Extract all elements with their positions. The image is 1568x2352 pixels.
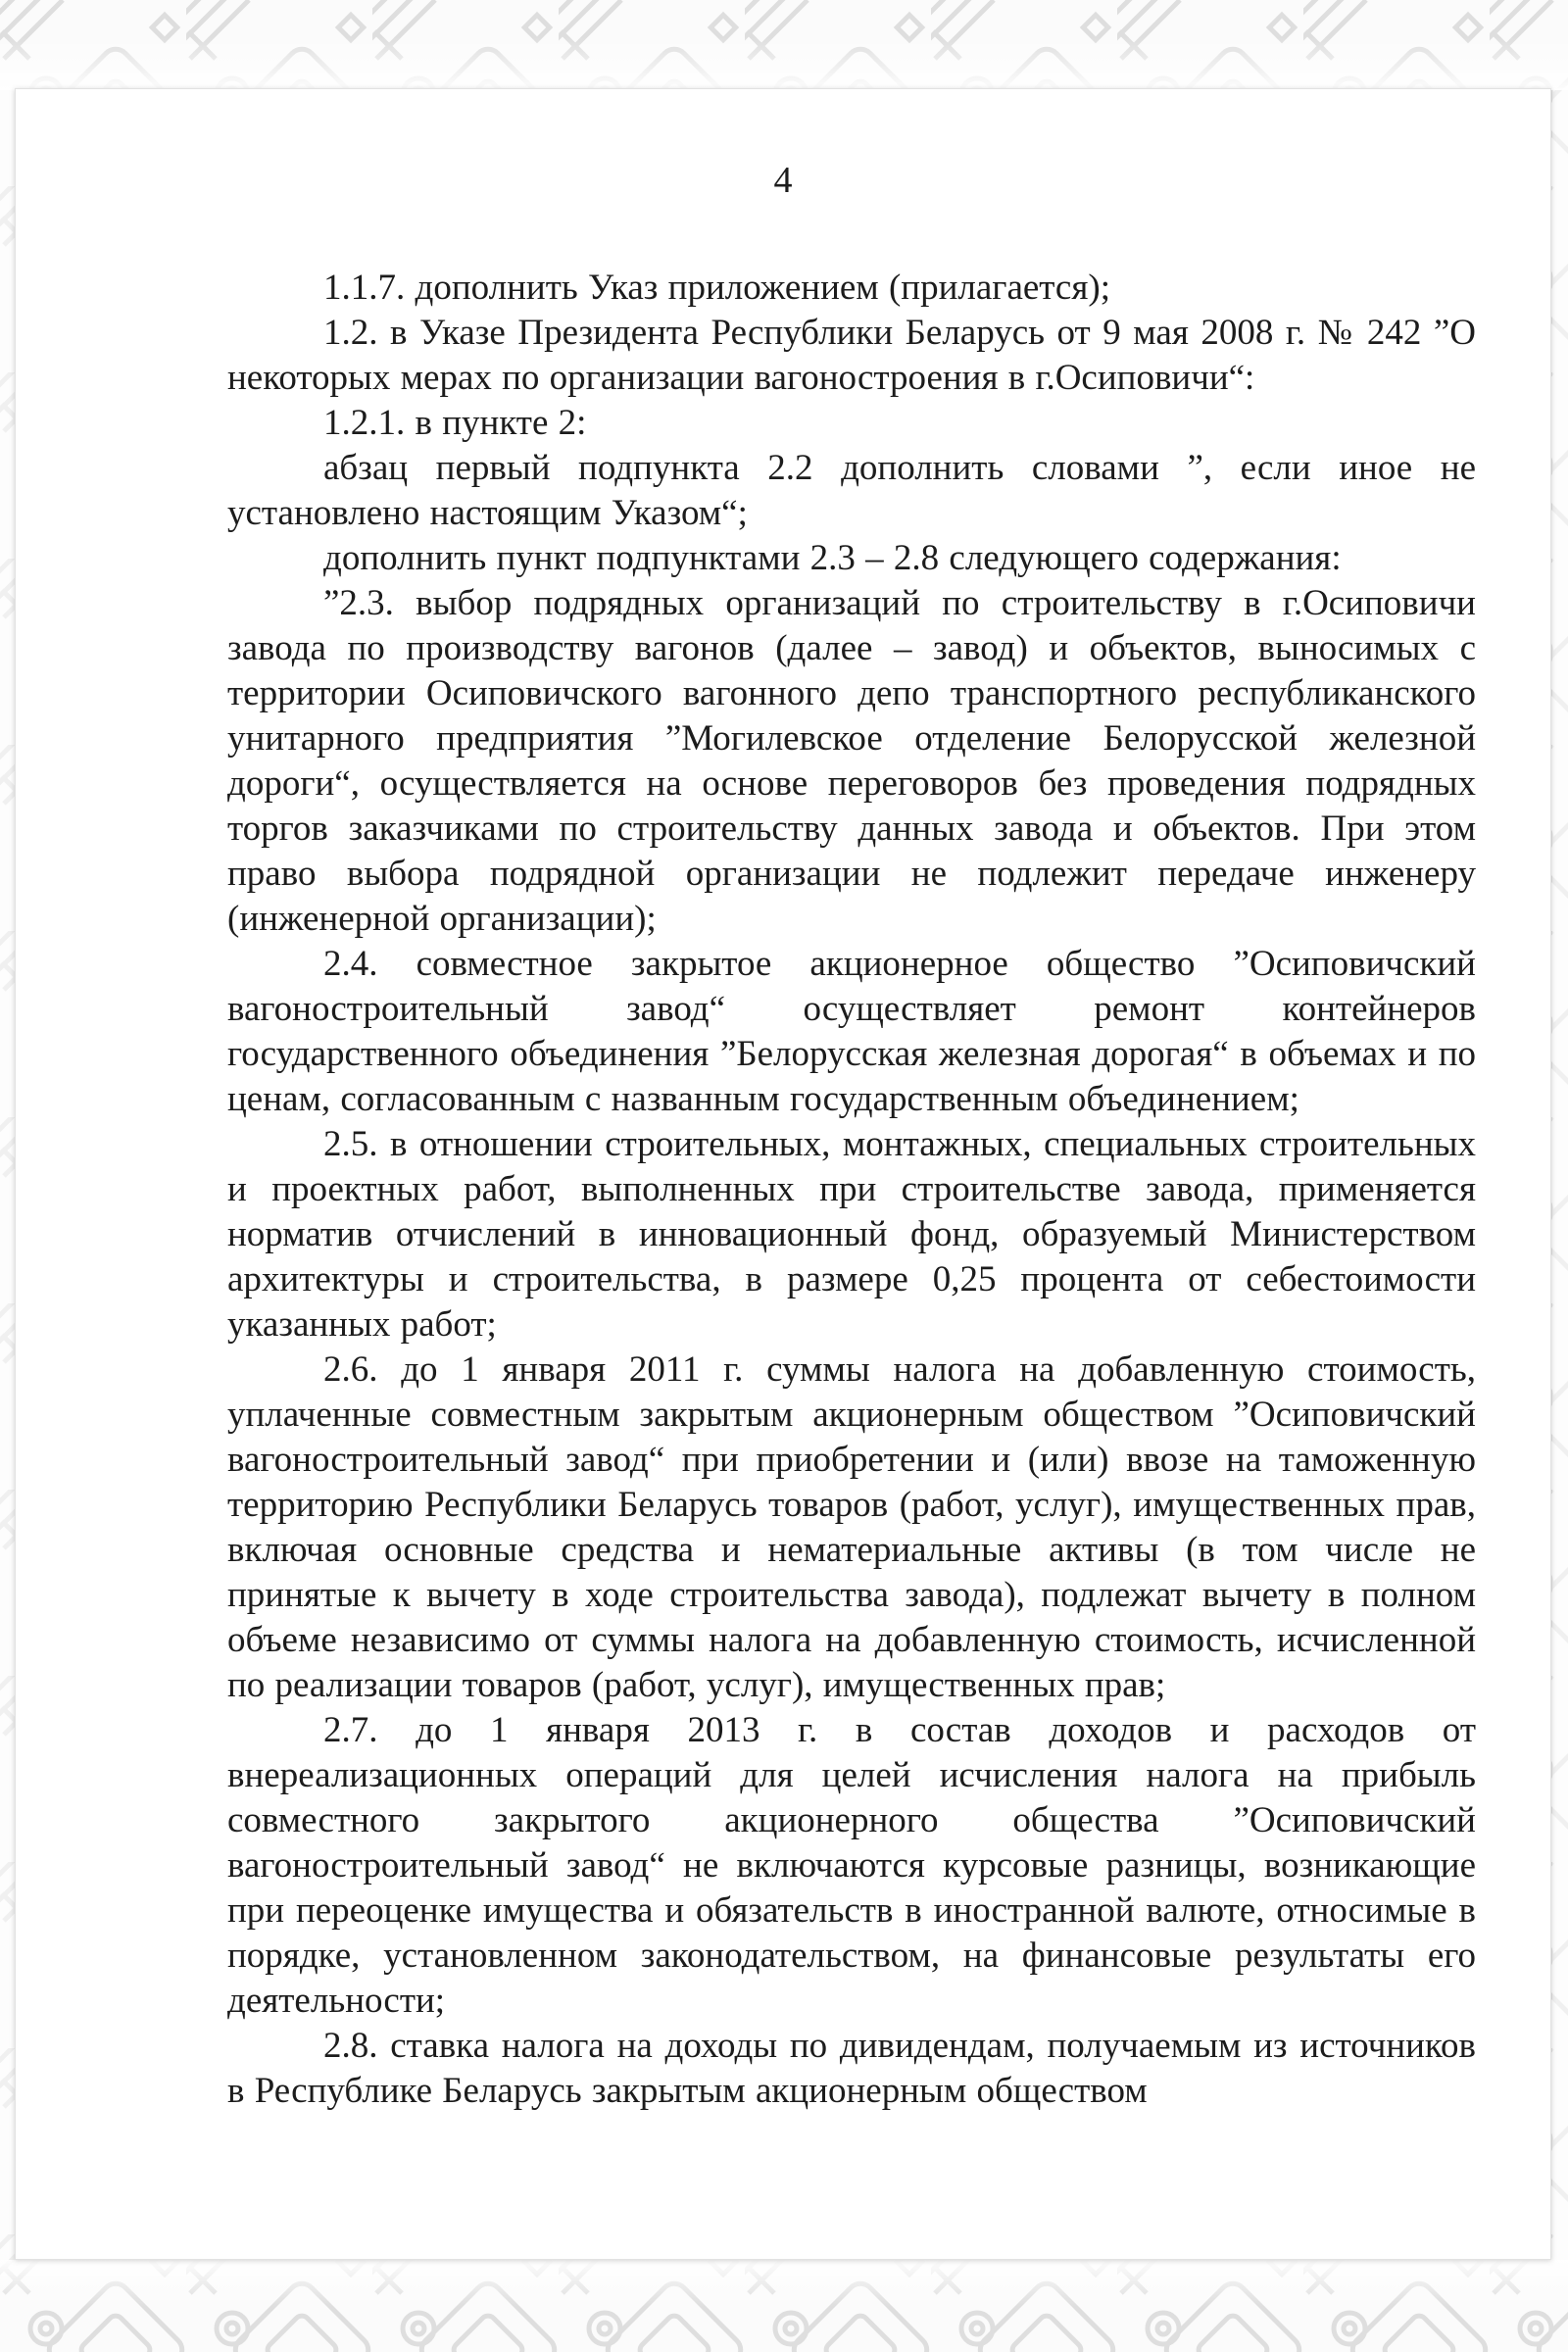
document-page — [15, 88, 1551, 2260]
paragraph-2-6: 2.6. до 1 января 2011 г. суммы налога на добавленную стоимость, уплаченные совместным закрытым акционерным обществом ”Осиповичский вагоностроительный завод“ при приобретении и (или) ввозе на таможенную территорию Республики Беларусь товаров (работ, услуг), имущественных прав, включая основные средства и нематериальные активы (в том числе не принятые к вычету в ходе строительства завода), подлежат вычету в полном объеме независимо от суммы налога на добавленную стоимость, исчисленной по реализации товаров (работ, услуг), имущественных прав; — [227, 1349, 1476, 1705]
paragraph-2-5: 2.5. в отношении строительных, монтажных, специальных строительных и проектных работ, выполненных при строительстве завода, применяется норматив отчислений в инновационный фонд, образуемый Министерством архитектуры и строительства, в размере 0,25 процента от себестоимости указанных работ; — [227, 1124, 1476, 1345]
paragraph-1-2-1: 1.2.1. в пункте 2: — [323, 403, 587, 443]
paragraph-2-3: ”2.3. выбор подрядных организаций по строительству в г.Осиповичи завода по производству вагонов (далее – завод) и объектов, выносимых с территории Осиповичского вагонного депо транспортного республиканского унитарного предприятия ”Могилевское отделение Белорусской железной дороги“, осуществляется на основе переговоров без проведения подрядных торгов заказчиками по строительству данных завода и объектов. При этом право выбора подрядной организации не подлежит передаче инженеру (инженерной организации); — [227, 583, 1476, 939]
paragraph-add-subitems: дополнить пункт подпунктами 2.3 – 2.8 следующего содержания: — [323, 538, 1342, 578]
paragraph-1-2: 1.2. в Указе Президента Республики Беларусь от 9 мая 2008 г. № 242 ”О некоторых мерах по организации вагоностроения в г.Осиповичи“: — [227, 313, 1476, 398]
document-body — [16, 266, 1550, 2114]
paragraph-2-4: 2.4. совместное закрытое акционерное общество ”Осиповичский вагоностроительный завод“ осуществляет ремонт контейнеров государственного объединения ”Белорусская железная дорогая“ в объемах и по ценам, согласованным с названным государственным объединением; — [227, 944, 1476, 1119]
page-number: 4 — [773, 160, 793, 201]
paragraph-2-2-amendment: абзац первый подпункта 2.2 дополнить словами ”, если иное не установлено настоящим Указом“; — [227, 448, 1476, 533]
paragraph-1-1-7: 1.1.7. дополнить Указ приложением (прилагается); — [323, 268, 1110, 308]
paragraph-2-7: 2.7. до 1 января 2013 г. в состав доходов и расходов от внереализационных операций для целей исчисления налога на прибыль совместного закрытого акционерного общества ”Осиповичский вагоностроительный завод“ не включаются курсовые разницы, возникающие при переоценке имущества и обязательств в иностранной валюте, относимые в порядке, установленном законодательством, на финансовые результаты его деятельности; — [227, 1710, 1476, 2021]
paragraph-2-8: 2.8. ставка налога на доходы по дивидендам, получаемым из источников в Республике Беларусь закрытым акционерным обществом — [227, 2026, 1476, 2111]
